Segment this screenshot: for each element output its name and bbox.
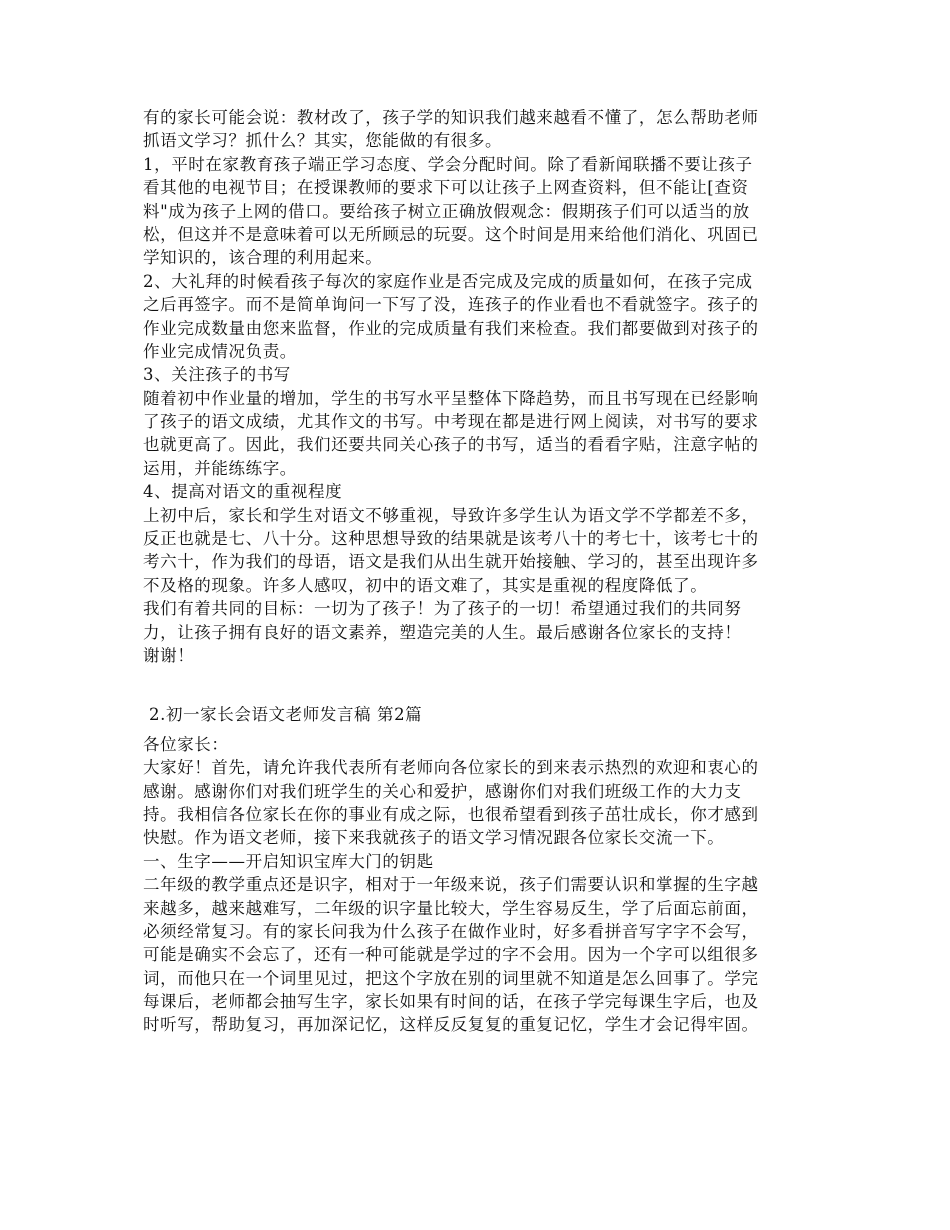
paragraph-line: 力，让孩子拥有良好的语文素养，塑造完美的人生。最后感谢各位家长的支持！ [143, 622, 742, 642]
paragraph-line: 感谢。感谢你们对我们班学生的关心和爱护，感谢你们对我们班级工作的大力支 [143, 781, 742, 801]
subheading-line: 4、提高对语文的重视程度 [143, 482, 343, 502]
paragraph-line: 1，平时在家教育孩子端正学习态度、学会分配时间。除了看新闻联播不要让孩子 [143, 154, 753, 174]
subheading-line: 一、生字——开启知识宝库大门的钥匙 [143, 851, 434, 871]
paragraph-line: 每课后，老师都会抽写生字，家长如果有时间的话，在孩子学完每课生字后，也及 [143, 992, 759, 1012]
paragraph-line: 料"成为孩子上网的借口。要给孩子树立正确放假观念：假期孩子们可以适当的放 [143, 201, 750, 221]
paragraph-line: 有的家长可能会说：教材改了，孩子学的知识我们越来越看不懂了，怎么帮助老师 [143, 108, 759, 127]
paragraph-line: 随着初中作业量的增加，学生的书写水平呈整体下降趋势，而且书写现在已经影响 [143, 388, 759, 408]
paragraph-line: 词，而他只在一个词里见过，把这个字放在别的词里就不知道是怎么回事了。学完 [143, 968, 759, 988]
paragraph-line: 来越多，越来越难写，二年级的识字量比较大，学生容易反生，学了后面忘前面， [143, 898, 759, 918]
salutation-line: 各位家长： [143, 734, 229, 754]
paragraph-line: 上初中后，家长和学生对语文不够重视，导致许多学生认为语文学不学都差不多， [143, 505, 759, 525]
paragraph-line: 松，但这并不是意味着可以无所顾忌的玩耍。这个时间是用来给他们消化、巩固已 [143, 224, 759, 244]
section-2 [143, 703, 815, 1036]
paragraph-line: 了孩子的语文成绩，尤其作文的书写。中考现在都是进行网上阅读，对书写的要求 [143, 412, 759, 432]
paragraph-line: 大家好！首先，请允许我代表所有老师向各位家长的到来表示热烈的欢迎和衷心的 [143, 758, 759, 778]
paragraph-line: 我们有着共同的目标：一切为了孩子！为了孩子的一切！希望通过我们的共同努 [143, 599, 742, 619]
section-heading: 2.初一家长会语文老师发言稿 第2篇 [149, 705, 423, 725]
paragraph-line: 2、大礼拜的时候看孩子每次的家庭作业是否完成及完成的质量如何，在孩子完成 [143, 271, 753, 291]
paragraph-line: 抓语文学习？抓什么？其实，您能做的有很多。 [143, 131, 503, 151]
paragraph-line: 谢谢！ [143, 645, 195, 665]
paragraph-line: 作业完成情况负责。 [143, 341, 297, 361]
paragraph-line: 看其他的电视节目；在授课教师的要求下可以让孩子上网查资料，但不能让[查资 [143, 178, 749, 198]
paragraph-line: 二年级的教学重点还是识字，相对于一年级来说，孩子们需要认识和掌握的生字越 [143, 875, 759, 895]
paragraph-line: 时听写，帮助复习，再加深记忆，这样反反复复的重复记忆，学生才会记得牢固。 [143, 1015, 759, 1035]
paragraph-line: 学知识的，该合理的利用起来。 [143, 248, 383, 268]
paragraph-line: 运用，并能练练字。 [143, 458, 297, 478]
document-page [143, 106, 815, 1037]
paragraph-line: 作业完成数量由您来监督，作业的完成质量有我们来检查。我们都要做到对孩子的 [143, 318, 759, 338]
paragraph-line: 考六十，作为我们的母语，语文是我们从出生就开始接触、学习的，甚至出现许多 [143, 552, 759, 572]
paragraph-line: 必须经常复习。有的家长问我为什么孩子在做作业时，好多看拼音写字字不会写， [143, 921, 759, 941]
subheading-line: 3、关注孩子的书写 [143, 365, 291, 385]
paragraph-line: 可能是确实不会忘了，还有一种可能就是学过的字不会用。因为一个字可以组很多 [143, 945, 759, 965]
paragraph-line: 不及格的现象。许多人感叹，初中的语文难了，其实是重视的程度降低了。 [143, 575, 708, 595]
paragraph-line: 持。我相信各位家长在你的事业有成之际，也很希望看到孩子茁壮成长，你才感到 [143, 804, 759, 824]
paragraph-line: 之后再签字。而不是简单询问一下写了没，连孩子的作业看也不看就签字。孩子的 [143, 295, 759, 315]
paragraph-line: 快慰。作为语文老师，接下来我就孩子的语文学习情况跟各位家长交流一下。 [143, 828, 725, 848]
paragraph-line: 也就更高了。因此，我们还要共同关心孩子的书写，适当的看看字贴，注意字帖的 [143, 435, 759, 455]
section-spacer [143, 667, 815, 703]
section-1 [143, 106, 815, 667]
paragraph-line: 反正也就是七、八十分。这种思想导致的结果就是该考八十的考七十，该考七十的 [143, 529, 759, 549]
